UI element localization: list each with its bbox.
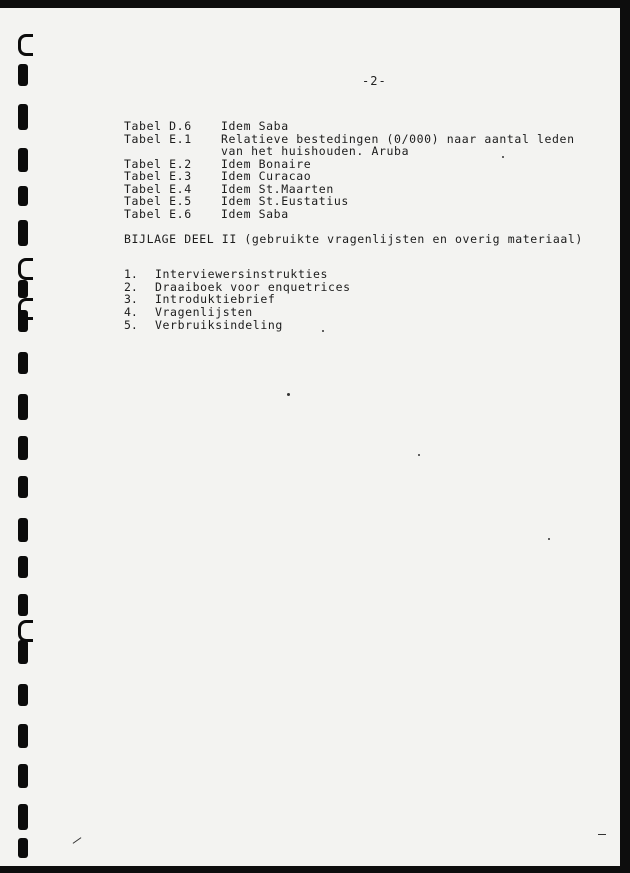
list-text: Verbruiksindeling <box>155 317 283 332</box>
binding-hole <box>18 186 28 206</box>
table-description: Idem St.Eustatius <box>221 194 349 208</box>
table-description: van het huishouden. Aruba <box>221 144 410 158</box>
binding-hole <box>18 394 28 420</box>
binding-hole <box>18 518 28 542</box>
binding-hole <box>18 838 28 858</box>
table-label: Tabel E.5 <box>124 194 192 208</box>
scan-speck <box>322 330 324 332</box>
appendix-heading: BIJLAGE DEEL II (gebruikte vragenlijsten en overig materiaal) <box>124 232 583 246</box>
binding-hole <box>18 280 28 298</box>
binding-hole <box>18 640 28 664</box>
scan-speck <box>418 454 420 456</box>
page-number: -2- <box>362 74 387 88</box>
scan-speck <box>73 837 82 844</box>
table-label: Tabel D.6 <box>124 119 192 133</box>
scan-speck <box>548 538 550 540</box>
document-page <box>0 8 620 866</box>
table-description: Relatieve bestedingen (0/000) naar aantal leden <box>221 131 575 146</box>
binding-hole <box>18 64 28 86</box>
binding-hole <box>18 620 33 642</box>
table-label: Tabel E.3 <box>124 169 192 183</box>
binding-holes <box>0 8 38 866</box>
list-text: Vragenlijsten <box>155 305 253 320</box>
binding-hole <box>18 104 28 130</box>
binding-hole <box>18 220 28 246</box>
list-number: 2. <box>124 279 138 294</box>
table-description: Idem Bonaire <box>221 156 312 171</box>
binding-hole <box>18 804 28 830</box>
binding-hole <box>18 684 28 706</box>
scan-speck <box>598 834 606 835</box>
table-label: Tabel E.1 <box>124 131 192 146</box>
binding-hole <box>18 34 33 56</box>
table-label: Tabel E.4 <box>124 181 192 196</box>
scan-speck <box>502 156 504 158</box>
binding-hole <box>18 476 28 498</box>
table-description: Idem St.Maarten <box>221 181 334 196</box>
binding-hole <box>18 352 28 374</box>
list-number: 3. <box>124 292 138 307</box>
binding-hole <box>18 594 28 616</box>
binding-hole <box>18 258 33 280</box>
binding-hole <box>18 556 28 578</box>
binding-hole <box>18 436 28 460</box>
list-number: 1. <box>124 267 138 281</box>
binding-hole <box>18 310 28 332</box>
table-label: Tabel E.2 <box>124 156 192 171</box>
table-description: Idem Saba <box>221 206 289 221</box>
binding-hole <box>18 148 28 172</box>
list-number: 5. <box>124 317 138 332</box>
table-label: Tabel E.6 <box>124 206 192 221</box>
table-description: Idem Curacao <box>221 169 312 183</box>
table-description: Idem Saba <box>221 119 289 133</box>
list-text: Introduktiebrief <box>155 292 276 307</box>
binding-hole <box>18 724 28 748</box>
list-text: Interviewersinstrukties <box>155 267 329 281</box>
list-number: 4. <box>124 305 138 320</box>
scan-speck <box>287 393 290 396</box>
list-text: Draaiboek voor enquetrices <box>155 279 351 294</box>
binding-hole <box>18 764 28 788</box>
